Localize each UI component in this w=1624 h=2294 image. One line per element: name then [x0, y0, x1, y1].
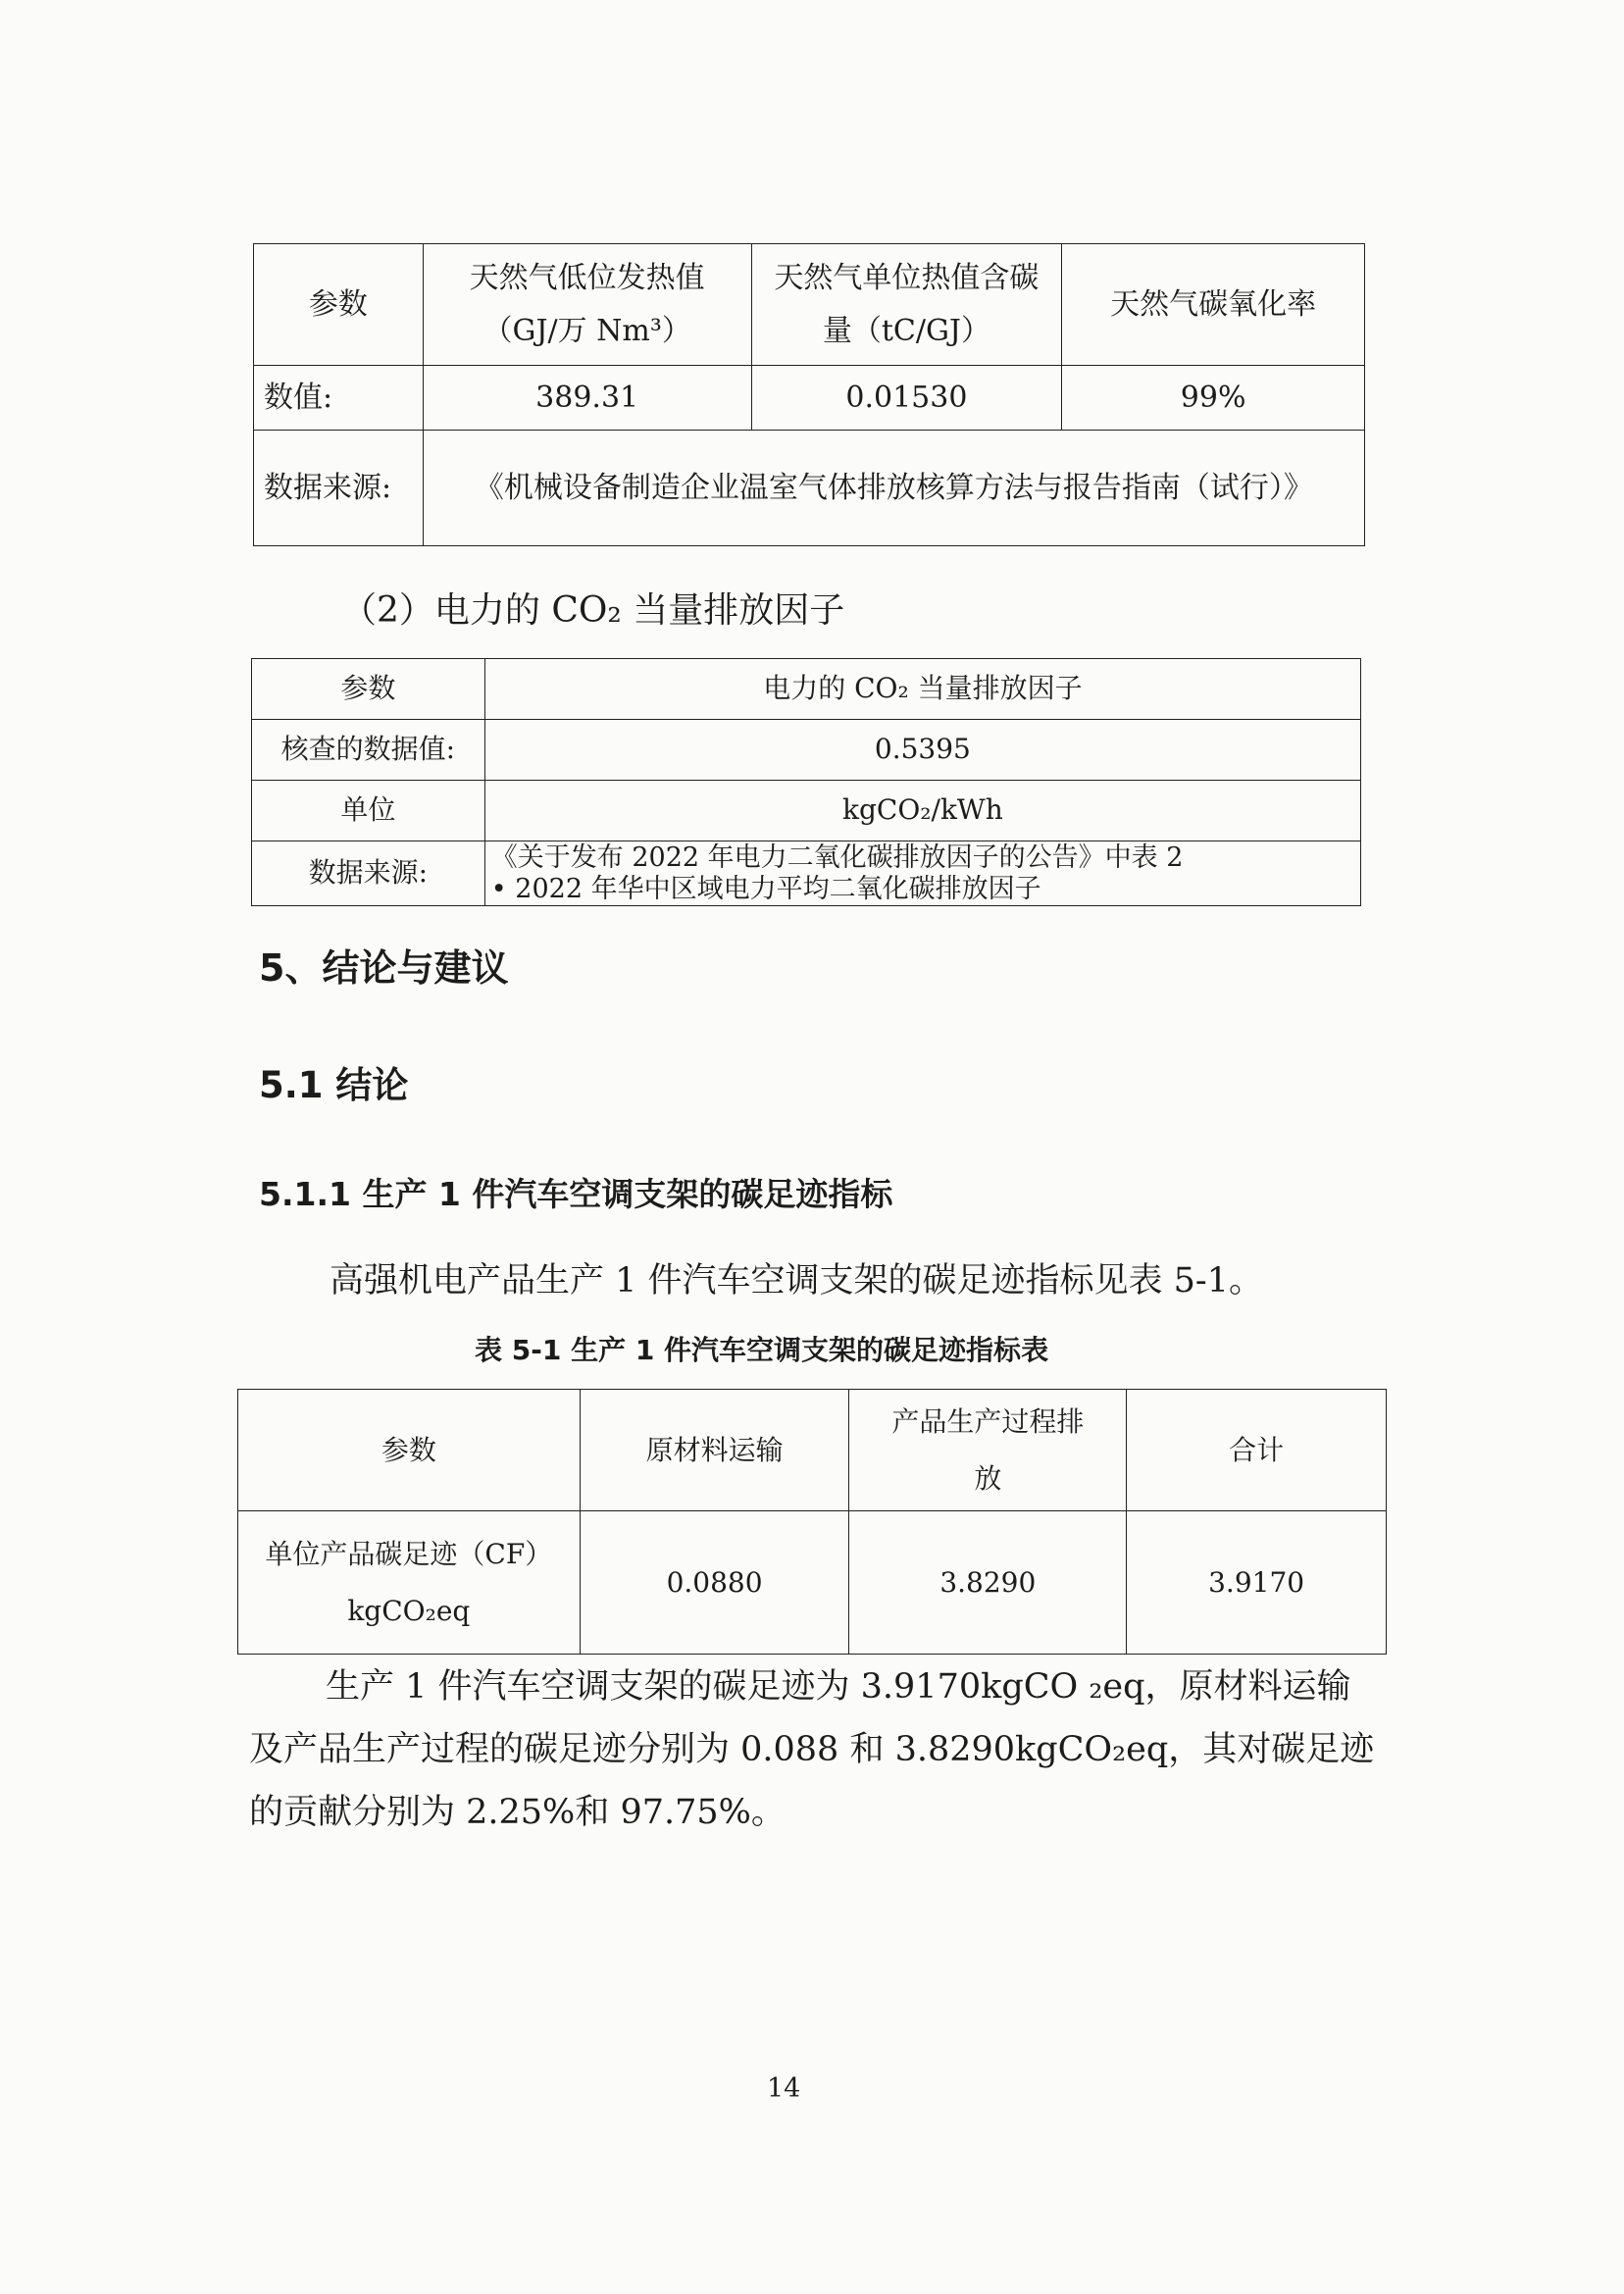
conclusion-line: 生产 1 件汽车空调支架的碳足迹为 3.9170kgCO ₂eq，原材料运输 — [326, 1667, 1351, 1707]
natural-gas-parameter-table — [253, 243, 1365, 546]
label-line: 单位产品碳足迹（CF） — [265, 1538, 553, 1571]
source-line: • 2022 年华中区域电力平均二氧化碳排放因子 — [490, 873, 1041, 904]
total-value: 3.9170 — [1127, 1511, 1387, 1655]
process-value: 3.8290 — [849, 1511, 1127, 1655]
section-heading-5-1-1: 5.1.1 生产 1 件汽车空调支架的碳足迹指标 — [259, 1175, 893, 1213]
table-caption: 表 5-1 生产 1 件汽车空调支架的碳足迹指标表 — [475, 1334, 1049, 1366]
oxidation-rate-cell: 99% — [1062, 366, 1365, 431]
row-label: 核查的数据值: — [252, 720, 485, 781]
header-line: 量（tC/GJ） — [822, 313, 990, 348]
row-value: kgCO₂/kWh — [484, 781, 1360, 841]
source-label: 数据来源: — [252, 841, 485, 906]
electricity-factor-table — [251, 658, 1361, 906]
param-header: 参数 — [238, 1390, 581, 1511]
source-text: 《机械设备制造企业温室气体排放核算方法与报告指南（试行）》 — [423, 431, 1364, 546]
param-header: 参数 — [252, 659, 485, 720]
oxidation-rate-header: 天然气碳氧化率 — [1062, 244, 1365, 366]
table-row — [238, 1511, 1387, 1655]
header-line: 产品生产过程排 — [891, 1405, 1085, 1439]
table-row — [252, 841, 1361, 906]
heating-value-cell: 389.31 — [423, 366, 751, 431]
production-process-header — [849, 1390, 1127, 1511]
raw-material-value: 0.0880 — [580, 1511, 849, 1655]
table-row — [254, 366, 1365, 431]
table-row — [254, 431, 1365, 546]
table-header-row — [254, 244, 1365, 366]
page-number: 14 — [767, 2073, 801, 2104]
label-line: kgCO₂eq — [347, 1594, 471, 1627]
table-row — [252, 781, 1361, 841]
carbon-footprint-table — [237, 1389, 1387, 1655]
carbon-content-cell: 0.01530 — [751, 366, 1062, 431]
section-heading-5-1: 5.1 结论 — [259, 1064, 409, 1106]
electricity-subsection-title: （2）电力的 CO₂ 当量排放因子 — [341, 590, 845, 631]
source-label: 数据来源: — [254, 431, 424, 546]
lower-heating-value-header — [423, 244, 751, 366]
value-label: 数值: — [254, 366, 424, 431]
row-label: 单位 — [252, 781, 485, 841]
intro-paragraph: 高强机电产品生产 1 件汽车空调支架的碳足迹指标见表 5-1。 — [330, 1261, 1264, 1300]
table-header-row — [252, 659, 1361, 720]
table-header-row — [238, 1390, 1387, 1511]
header-line: 天然气低位发热值 — [469, 260, 705, 295]
emission-factor-header: 电力的 CO₂ 当量排放因子 — [484, 659, 1360, 720]
conclusion-line: 的贡献分别为 2.25%和 97.75%。 — [249, 1793, 786, 1832]
source-text — [484, 841, 1360, 906]
row-value: 0.5395 — [484, 720, 1360, 781]
header-line: 放 — [974, 1461, 1002, 1495]
header-line: 天然气单位热值含碳 — [774, 260, 1040, 295]
source-line: 《关于发布 2022 年电力二氧化碳排放因子的公告》中表 2 — [490, 842, 1184, 874]
carbon-content-header — [751, 244, 1062, 366]
param-header: 参数 — [254, 244, 424, 366]
raw-material-transport-header: 原材料运输 — [580, 1390, 849, 1511]
section-heading-5: 5、结论与建议 — [259, 946, 509, 990]
conclusion-line: 及产品生产过程的碳足迹分别为 0.088 和 3.8290kgCO₂eq，其对碳足迹 — [249, 1730, 1375, 1769]
table-row — [252, 720, 1361, 781]
header-line: （GJ/万 Nm³） — [482, 313, 691, 348]
total-header: 合计 — [1127, 1390, 1387, 1511]
carbon-footprint-label — [238, 1511, 581, 1655]
